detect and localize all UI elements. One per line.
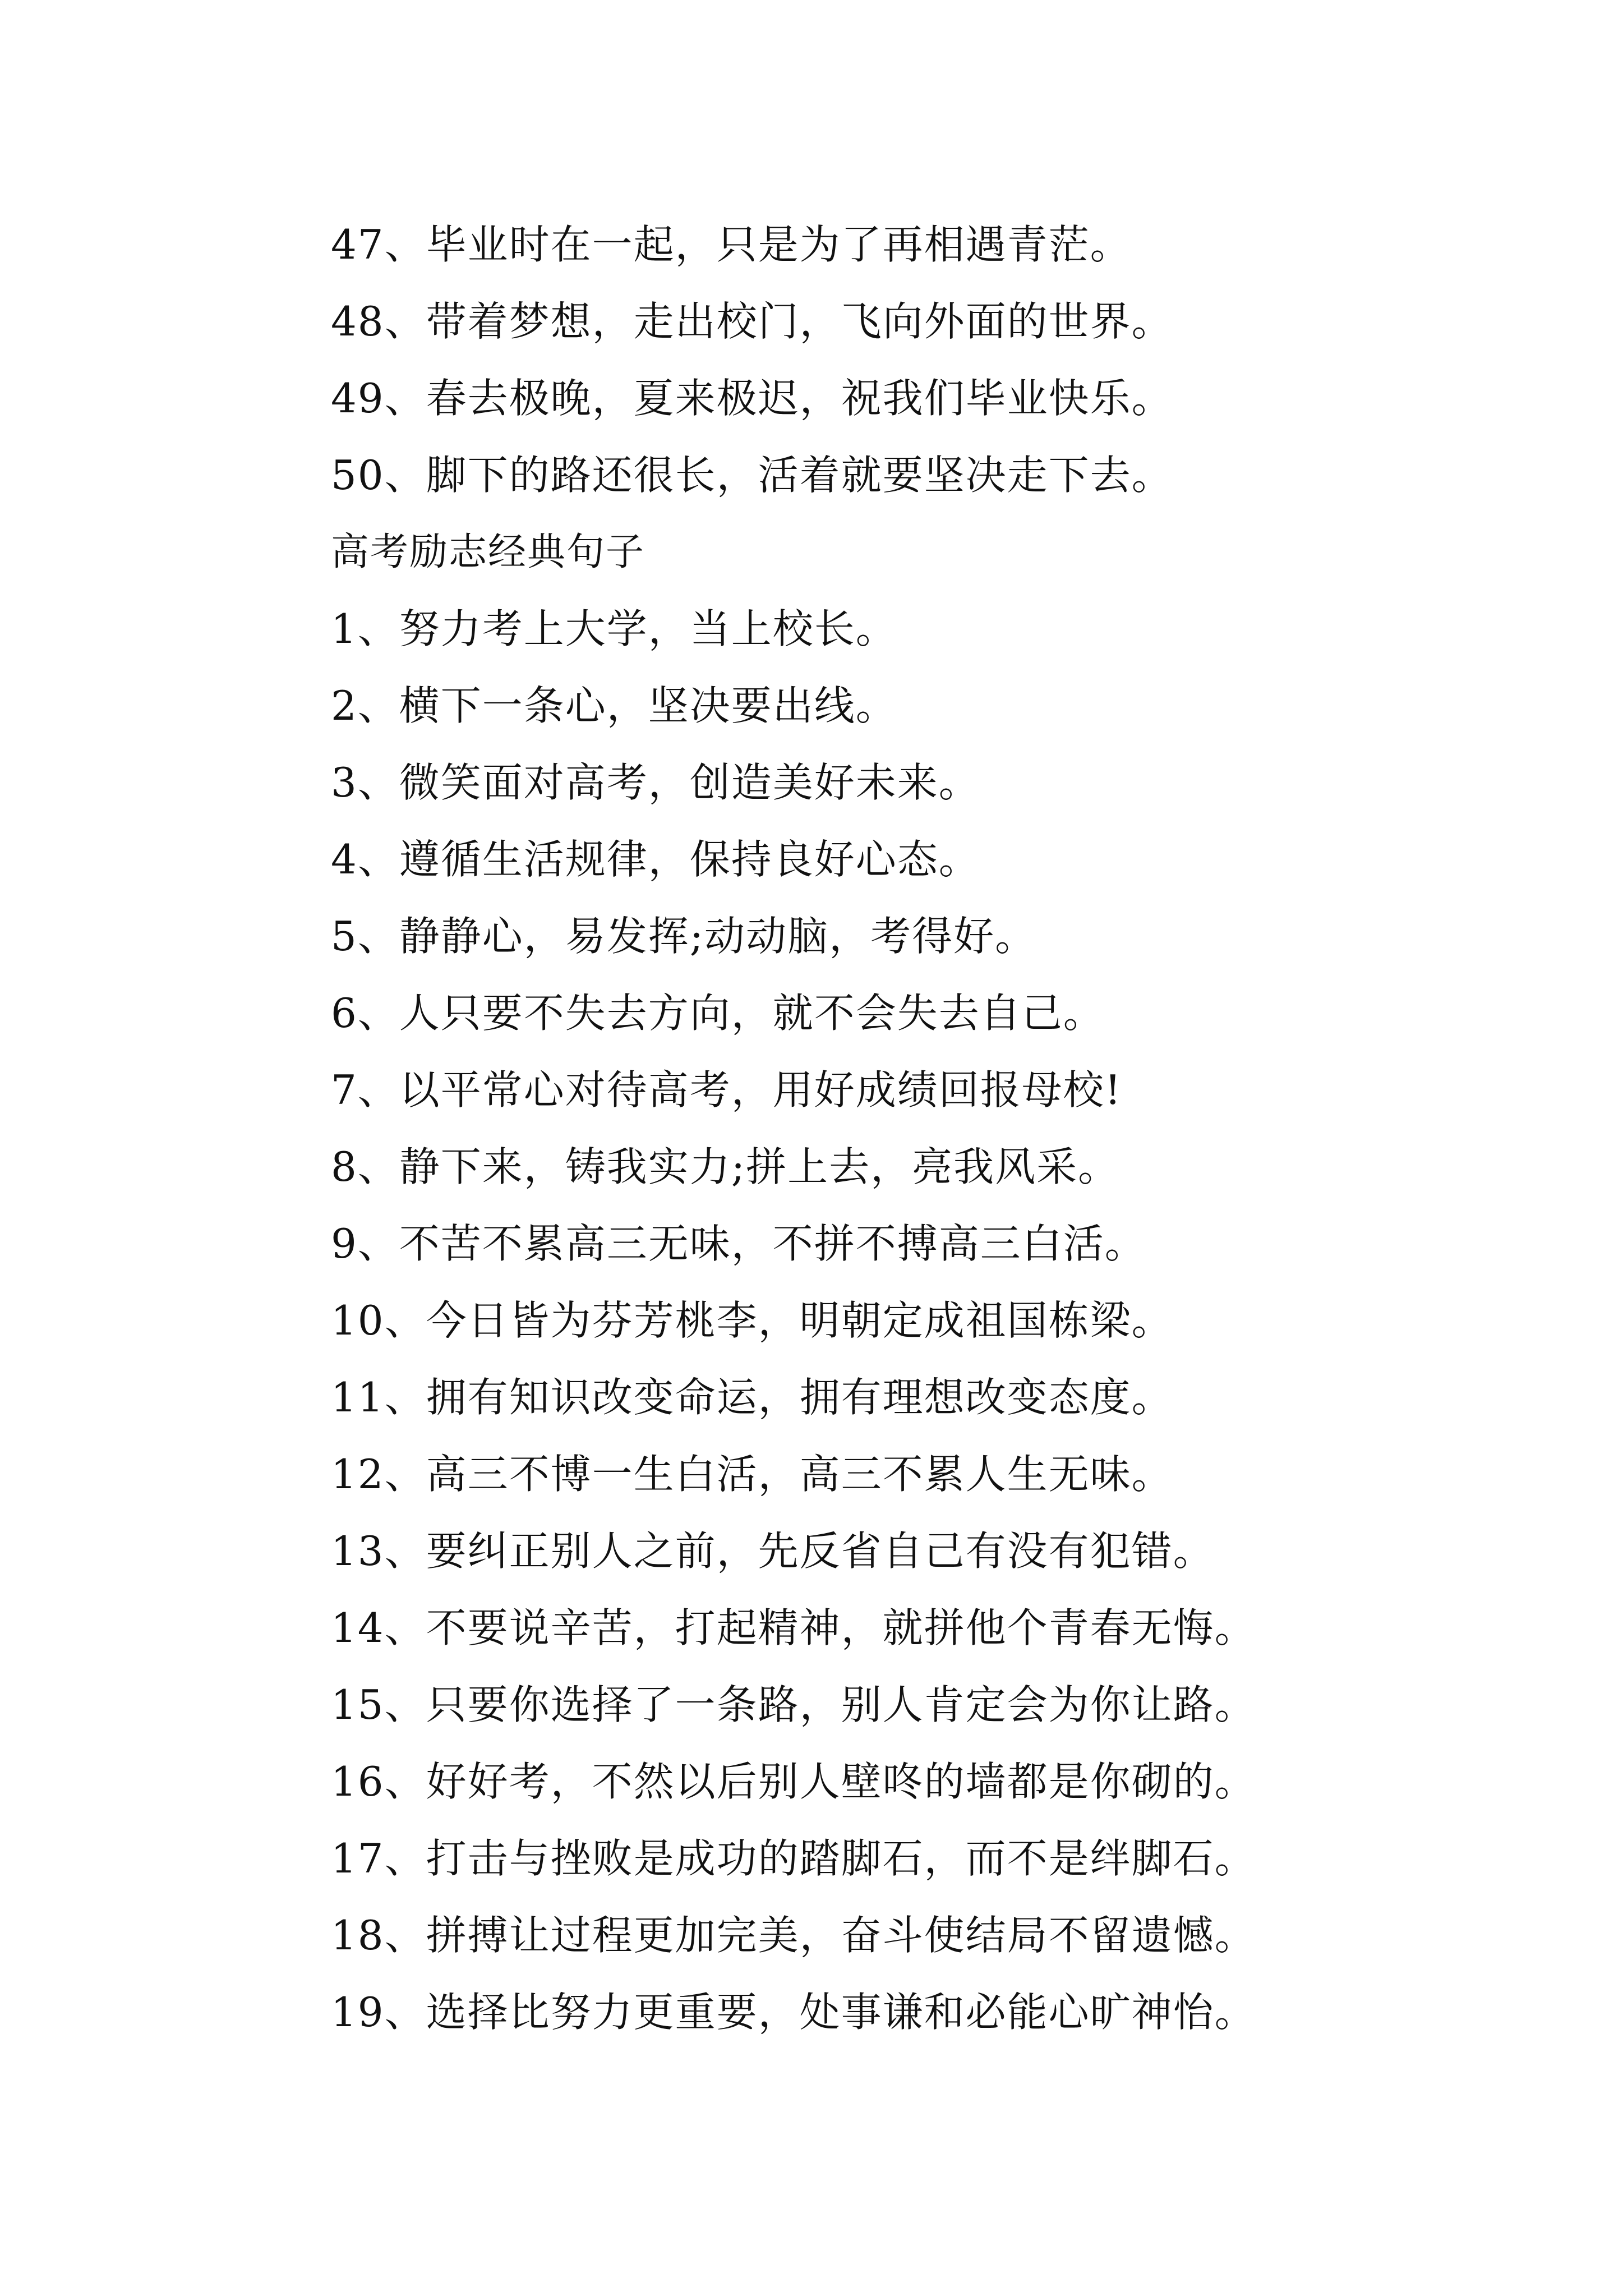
- text-line: 5、静静心，易发挥;动动脑，考得好。: [331, 913, 1037, 960]
- text-line: 1、努力考上大学，当上校长。: [331, 605, 897, 652]
- document-body: [331, 206, 1312, 2051]
- text-line: 12、高三不博一生白活，高三不累人生无味。: [331, 1451, 1173, 1498]
- text-line: 15、只要你选择了一条路，别人肯定会为你让路。: [331, 1681, 1256, 1728]
- text-line: 7、以平常心对待高考，用好成绩回报母校!: [331, 1066, 1122, 1114]
- text-line: 14、不要说辛苦，打起精神，就拼他个青春无悔。: [331, 1604, 1256, 1651]
- text-line: 19、选择比努力更重要，处事谦和必能心旷神怡。: [331, 1989, 1256, 2036]
- text-line: 4、遵循生活规律，保持良好心态。: [331, 836, 980, 883]
- text-line: 18、拼搏让过程更加完美，奋斗使结局不留遗憾。: [331, 1912, 1256, 1959]
- text-line: 49、春去极晚，夏来极迟，祝我们毕业快乐。: [331, 375, 1173, 422]
- text-line: 2、横下一条心，坚决要出线。: [331, 682, 897, 729]
- text-line: 9、不苦不累高三无味，不拼不搏高三白活。: [331, 1220, 1146, 1267]
- text-line: 47、毕业时在一起，只是为了再相遇青茫。: [331, 221, 1132, 268]
- text-line: 48、带着梦想，走出校门，飞向外面的世界。: [331, 298, 1173, 345]
- text-line: 16、好好考，不然以后别人壁咚的墙都是你砌的。: [331, 1758, 1256, 1805]
- text-line: 11、拥有知识改变命运，拥有理想改变态度。: [331, 1374, 1173, 1421]
- text-line: 17、打击与挫败是成功的踏脚石，而不是绊脚石。: [331, 1835, 1256, 1882]
- text-line: 10、今日皆为芬芳桃李，明朝定成祖国栋梁。: [331, 1297, 1173, 1344]
- text-line: 6、人只要不失去方向，就不会失去自己。: [331, 990, 1105, 1037]
- section-heading: 高考励志经典句子: [331, 530, 645, 574]
- text-line: 8、静下来，铸我实力;拼上去，亮我风采。: [331, 1143, 1120, 1190]
- text-line: 13、要纠正别人之前，先反省自己有没有犯错。: [331, 1527, 1215, 1575]
- text-line: 50、脚下的路还很长，活着就要坚决走下去。: [331, 452, 1173, 499]
- text-line: 3、微笑面对高考，创造美好未来。: [331, 759, 980, 806]
